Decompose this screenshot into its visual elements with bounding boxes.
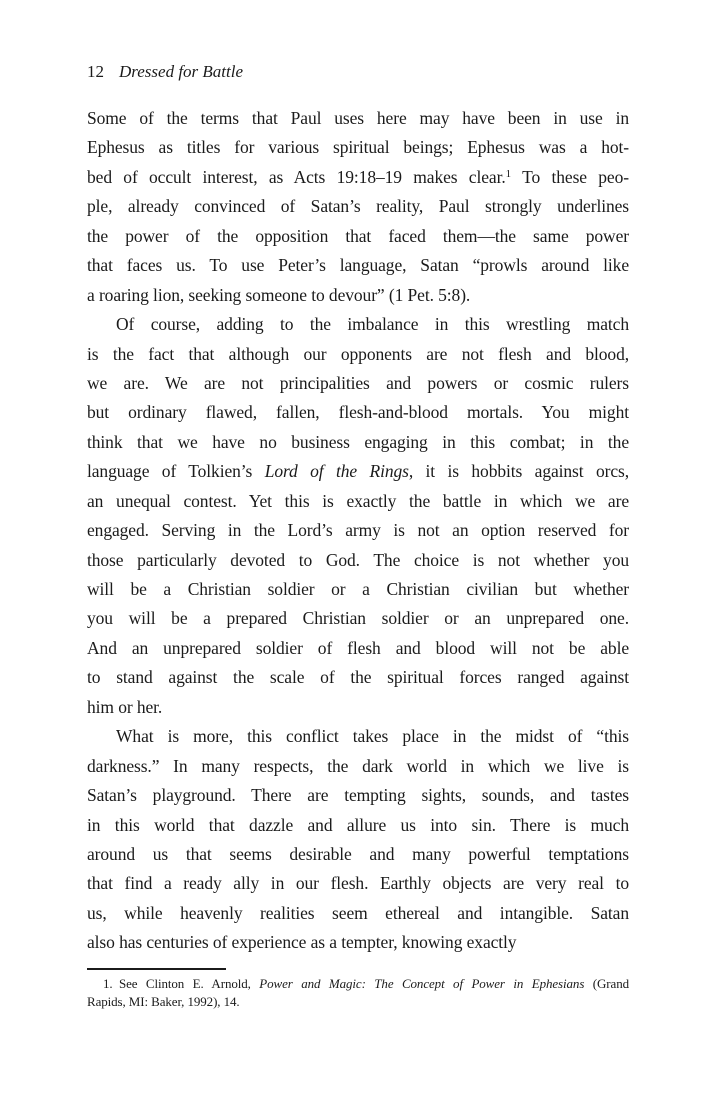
footnote-rule [87,968,226,970]
text-line: language of Tolkien’s Lord of the Rings, it is hobbits against orcs, [87,461,629,482]
text-line: What is more, this conflict takes place in the midst of “this [116,726,629,747]
footnote-line: Rapids, MI: Baker, 1992), 14. [87,993,240,1009]
paragraph [87,104,629,310]
text-line: also has centuries of experience as a tempter, knowing exactly [87,932,517,953]
paragraph [87,310,629,722]
text-line: bed of occult interest, as Acts 19:18–19 makes clear.$^1$ To these peo- [87,166,629,187]
footnote [87,975,629,1010]
text-line: those particularly devoted to God. The choice is not whether you [87,549,629,570]
text-line: And an unprepared soldier of flesh and blood will not be able [87,637,629,658]
paragraph [87,722,629,958]
text-line: Of course, adding to the imbalance in this wrestling match [116,314,629,335]
page-number: 12 [87,62,104,81]
paragraph [87,975,629,1010]
text-line: around us that seems desirable and many powerful temptations [87,843,629,864]
text-line: engaged. Serving in the Lord’s army is not an option reserved for [87,520,629,541]
text-line: will be a Christian soldier or a Christian civilian but whether [87,579,629,599]
text-line: an unequal contest. Yet this is exactly the battle in which we are [87,490,629,511]
text-line: darkness.” In many respects, the dark world in which we live is [87,755,629,776]
text-line: Satan’s playground. There are tempting sights, sounds, and tastes [87,785,629,806]
text-line: you will be a prepared Christian soldier or an unprepared one. [87,608,629,629]
text-line: the power of the opposition that faced them—the same power [87,225,629,246]
text-line: us, while heavenly realities seem ethereal and intangible. Satan [87,902,629,923]
text-line: Ephesus as titles for various spiritual beings; Ephesus was a hot- [87,137,629,158]
text-line: a roaring lion, seeking someone to devour” (1 Pet. 5:8). [87,284,471,305]
running-header [87,61,629,83]
text-line: we are. We are not principalities and powers or cosmic rulers [87,372,629,393]
text-line: him or her. [87,696,163,717]
text-line: ple, already convinced of Satan’s reality, Paul strongly underlines [87,196,629,217]
text-line: to stand against the scale of the spiritual forces ranged against [87,667,629,688]
text-line: that faces us. To use Peter’s language, Satan “prowls around like [87,255,629,276]
text-line: is the fact that although our opponents are not flesh and blood, [87,343,629,364]
running-head-title: Dressed for Battle [119,62,244,81]
footnote-line: 1. See Clinton E. Arnold, Power and Magic: The Concept of Power in Ephesians (Grand [103,976,629,991]
body-text [87,104,629,958]
text-line: think that we have no business engaging in this combat; in the [87,431,629,452]
text-line: Some of the terms that Paul uses here may have been in use in [87,108,629,128]
text-line: but ordinary flawed, fallen, flesh-and-blood mortals. You might [87,402,629,423]
text-line: that find a ready ally in our flesh. Earthly objects are very real to [87,873,629,894]
text-line: in this world that dazzle and allure us into sin. There is much [87,814,629,835]
